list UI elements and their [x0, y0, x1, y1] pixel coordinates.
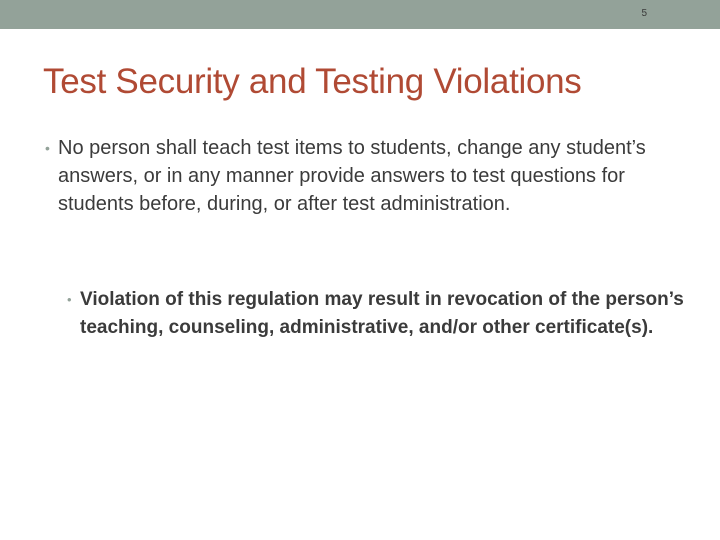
header-bar: [0, 0, 720, 29]
bullet-item: [45, 134, 675, 218]
page-number: 5: [641, 8, 647, 19]
bullet-marker: •: [45, 140, 50, 156]
sub-bullet-marker: •: [67, 292, 72, 307]
sub-bullet-item: [67, 286, 687, 342]
bullet-text: No person shall teach test items to students, change any student’s answers, or in any manner provide answers to test questions for students before, during, or after test administration.: [58, 137, 646, 215]
sub-bullet-text: Violation of this regulation may result in revocation of the person’s teaching, counseling, administrative, and/or other certificate(s).: [80, 289, 684, 338]
slide-title: Test Security and Testing Violations: [43, 62, 582, 101]
